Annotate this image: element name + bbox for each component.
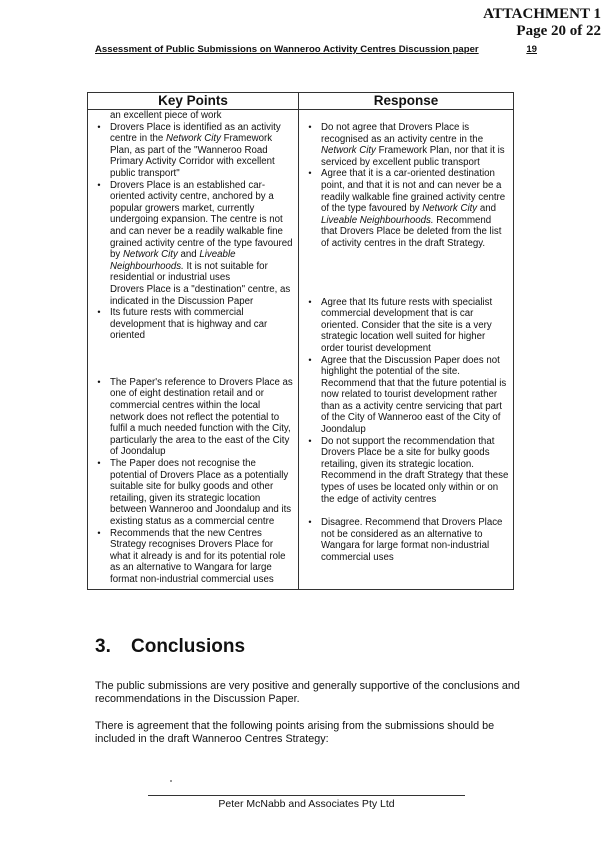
key-point-text: The Paper's reference to Drovers Place as one of eight destination retail and or commercial centres within the local network does not reflect the potential to fulfil a much needed function with the City, particularly the area to the east of the City of Joondalup — [110, 376, 293, 458]
key-point-text: Its future rests with commercial development that is highway and car oriented — [110, 307, 268, 342]
key-point-text: Drovers Place is an established car-oriented activity centre, anchored by a popular growers market, currently undergoing expansion. The centre is not and can never be a readily walkable fine grained activity centre of the type favoured by Network City and Liveable Neighbourhoods. It is not suitable for residential or industrial uses — [110, 179, 293, 284]
header-response: Response — [299, 93, 514, 110]
bullet-icon: • — [308, 168, 312, 179]
table-row — [88, 110, 514, 586]
scan-speck — [170, 780, 172, 782]
section-title: Conclusions — [131, 636, 246, 657]
key-point-text: Recommends that the new Centres Strategy recognises Drovers Place for what it already is and for its potential role as an alternative to Wangara for large format non-industrial commercial uses — [110, 527, 286, 585]
attachment-label — [483, 6, 601, 40]
bullet-icon: • — [97, 121, 101, 132]
attachment-page: Page 20 of 22 — [516, 23, 601, 39]
response-text: Do not support the recommendation that Drovers Place be a site for bulky goods retailing, given its strategic location. Recommend in the draft Strategy that these types of uses be located only within or on the edge of activity centres — [321, 435, 509, 505]
bullet-icon: • — [97, 179, 101, 190]
response-text: Disagree. Recommend that Drovers Place not be considered as an alternative to Wangara for large format non-industrial commercial uses — [321, 517, 503, 563]
response-text: Agree that Its future rests with specialist commercial development that is car oriented. Consider that the site is a very strategic location well suited for higher order tourist development — [321, 296, 493, 354]
paragraph: The public submissions are very positive and generally supportive of the conclusions and recommendations in the Discussion Paper. — [95, 680, 520, 705]
bullet-icon: • — [308, 517, 312, 528]
key-point-text: Drovers Place is identified as an activity centre in the Network City Framework Plan, as part of the "Wanneroo Road Primary Activity Corridor with excellent public transport" — [110, 121, 281, 179]
bullet-icon: • — [308, 296, 312, 307]
key-point-text: Drovers Place is a "destination" centre, as indicated in the Discussion Paper — [110, 283, 291, 307]
header-title: Assessment of Public Submissions on Wanneroo Activity Centres Discussion paper — [95, 44, 479, 55]
footer-text: Peter McNabb and Associates Pty Ltd — [218, 798, 395, 810]
bullet-icon: • — [97, 376, 101, 387]
bullet-icon: • — [308, 435, 312, 446]
footer-rule — [148, 795, 465, 796]
header-page-number: 19 — [526, 44, 537, 55]
key-point-continued: an excellent piece of work — [110, 110, 222, 121]
running-header — [95, 44, 537, 55]
bullet-icon: • — [97, 458, 101, 469]
response-text: Do not agree that Drovers Place is recognised as an activity centre in the Network City Framework Plan, nor that it is serviced by excellent public transport — [321, 122, 505, 168]
paragraph: There is agreement that the following points arising from the submissions should be included in the draft Wanneroo Centres Strategy: — [95, 720, 495, 745]
response-text: Agree that it is a car-oriented destination point, and that it is not and can never be a readily walkable fine grained activity centre of the type favoured by Network City and Liveable Neighbourhoods. Recommend that Drovers Place be deleted from the list of activity centres in the draft Strategy. — [321, 168, 506, 249]
key-point-cell — [88, 110, 299, 586]
section-number: 3. — [95, 636, 111, 657]
response-text: Agree that the Discussion Paper does not highlight the potential of the site. Recommend that that the future potential is now related to tourist development rather than as a activity centre servicing that part of the City of Wanneroo east of the City of Joondalup — [321, 354, 507, 436]
bullet-icon: • — [308, 122, 312, 132]
key-point-text: The Paper does not recognise the potential of Drovers Place as a potentially suitable site for bulky goods and other retailing, given its strategic location between Wanneroo and Joondalup and its existing status as a commercial centre — [110, 458, 292, 527]
section-heading — [95, 636, 245, 658]
attachment-number: ATTACHMENT 1 — [483, 6, 601, 22]
header-key-points: Key Points — [88, 93, 299, 110]
bullet-icon: • — [97, 307, 101, 318]
key-points-table — [87, 92, 514, 590]
bullet-icon: • — [97, 527, 101, 538]
response-cell — [299, 110, 514, 586]
bullet-icon: • — [308, 354, 312, 365]
